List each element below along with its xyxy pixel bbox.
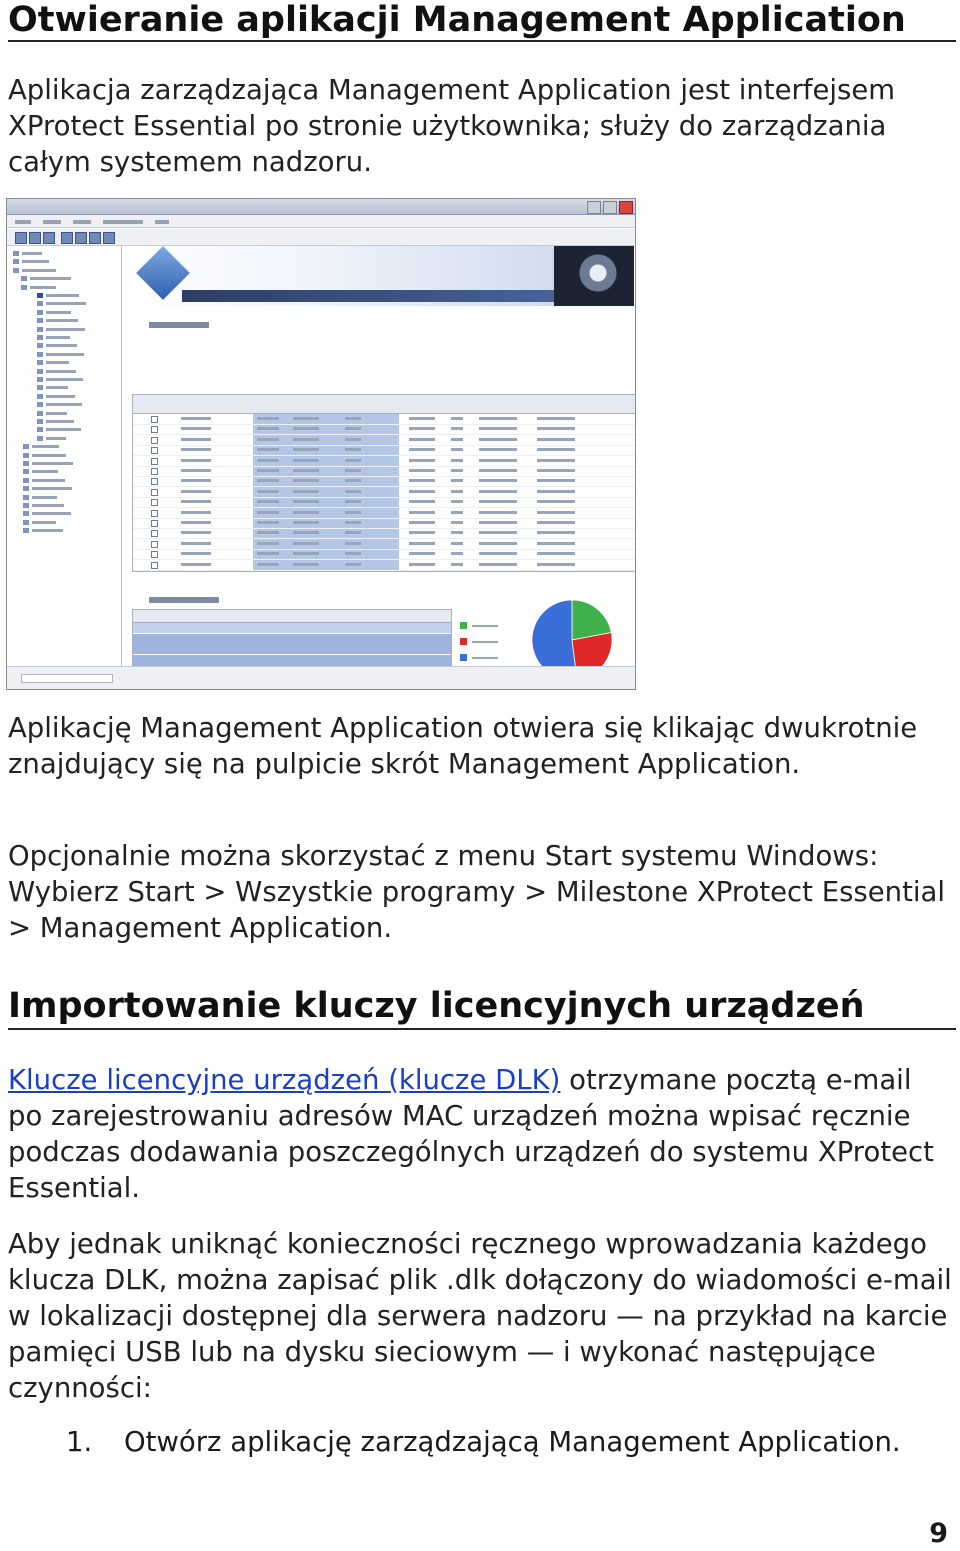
toolbar-icon bbox=[43, 232, 55, 244]
tree-node-icon bbox=[37, 352, 43, 357]
tree-item bbox=[23, 452, 66, 460]
row-checkbox bbox=[151, 489, 158, 496]
management-application-screenshot bbox=[6, 198, 636, 690]
storage-grid-header bbox=[133, 610, 451, 623]
camera-grid bbox=[132, 394, 636, 572]
tree-item bbox=[37, 418, 74, 426]
toolbar-icon bbox=[89, 232, 101, 244]
camera-summary-title bbox=[149, 322, 209, 328]
tree-node-icon bbox=[23, 486, 29, 491]
row-checkbox bbox=[151, 468, 158, 475]
tree-node-icon bbox=[13, 259, 19, 264]
tree-item bbox=[37, 376, 83, 384]
tree-item bbox=[37, 368, 76, 376]
toolbar-icon bbox=[75, 232, 87, 244]
tree-node-icon bbox=[21, 285, 27, 290]
legend-video-swatch bbox=[460, 654, 467, 661]
row-checkbox bbox=[151, 458, 158, 465]
camera-grid-header bbox=[133, 395, 636, 414]
page-heading-import-keys: Importowanie kluczy licencyjnych urządzeń bbox=[8, 984, 956, 1030]
row-checkbox bbox=[151, 562, 158, 569]
tree-node-icon bbox=[37, 402, 43, 407]
storage-usage-title bbox=[149, 597, 219, 603]
toolbar-icon bbox=[29, 232, 41, 244]
table-row bbox=[133, 655, 451, 665]
table-row bbox=[133, 435, 636, 446]
tree-item bbox=[23, 460, 73, 468]
tree-item bbox=[37, 342, 77, 350]
tree-node-icon bbox=[23, 461, 29, 466]
table-row bbox=[133, 539, 636, 550]
window-statusbar bbox=[7, 666, 635, 689]
table-row bbox=[133, 414, 636, 425]
row-checkbox bbox=[151, 437, 158, 444]
tree-node-icon bbox=[37, 310, 43, 315]
table-row bbox=[133, 456, 636, 467]
tree-node-icon bbox=[13, 251, 19, 256]
dlk-link[interactable]: Klucze licencyjne urządzeń (klucze DLK) bbox=[8, 1064, 561, 1096]
tree-node-icon bbox=[37, 301, 43, 306]
tree-node-icon bbox=[37, 377, 43, 382]
table-row bbox=[133, 528, 636, 539]
tree-item bbox=[13, 267, 56, 275]
dlk-file-paragraph: Aby jednak uniknąć konieczności ręcznego wprowadzania każdego klucza DLK, można zapisać plik .dlk dołączony do wiadomości e-mail w lokalizacji dostępnej dla serwera nadzoru — na przykład na karcie pamięci USB lub na dysku sieciowym — i wykonać następujące czynności: bbox=[8, 1228, 952, 1404]
list-item-number: 1. bbox=[66, 1426, 93, 1458]
tree-node-icon bbox=[37, 427, 43, 432]
dlk-paragraph bbox=[8, 1062, 953, 1206]
tree-item bbox=[23, 494, 57, 502]
tree-item bbox=[37, 326, 85, 334]
table-row bbox=[133, 549, 636, 560]
tree-item bbox=[37, 401, 82, 409]
tree-node-icon bbox=[37, 394, 43, 399]
tree-item bbox=[23, 477, 65, 485]
tree-item bbox=[37, 359, 69, 367]
table-row bbox=[133, 487, 636, 498]
dlk-paragraph-text: otrzymane pocztą e-mail po zarejestrowaniu adresów MAC urządzeń można wpisać ręcznie podczas dodawania poszczególnych urządzeń do systemu XProtect Essential. bbox=[8, 1064, 934, 1204]
table-row bbox=[133, 508, 636, 519]
tree-node-icon bbox=[23, 511, 29, 516]
tree-item bbox=[13, 250, 42, 258]
tree-item bbox=[37, 351, 84, 359]
table-row bbox=[133, 560, 636, 571]
row-checkbox bbox=[151, 499, 158, 506]
intro-paragraph: Aplikacja zarządzająca Management Application jest interfejsem XProtect Essential po stronie użytkownika; służy do zarządzania całym systemem nadzoru. bbox=[8, 74, 896, 178]
legend-other-label bbox=[472, 641, 498, 643]
tree-node-icon bbox=[37, 360, 43, 365]
legend-other-swatch bbox=[460, 638, 467, 645]
legend-video-label bbox=[472, 657, 498, 659]
tree-item bbox=[23, 519, 56, 527]
tree-item bbox=[23, 527, 63, 535]
tree-node-icon bbox=[37, 335, 43, 340]
table-row bbox=[133, 445, 636, 456]
legend-free-swatch bbox=[460, 622, 467, 629]
maximize-icon bbox=[603, 201, 617, 214]
tree-node-icon bbox=[37, 385, 43, 390]
tree-node-icon bbox=[21, 276, 27, 281]
table-row bbox=[133, 634, 451, 644]
minimize-icon bbox=[587, 201, 601, 214]
tree-node-icon bbox=[23, 495, 29, 500]
list-item-text: Otwórz aplikację zarządzającą Management Application. bbox=[124, 1426, 901, 1458]
tree-item bbox=[37, 317, 78, 325]
tree-item bbox=[37, 410, 67, 418]
tree-node-icon bbox=[37, 293, 43, 298]
tree-item bbox=[21, 275, 71, 283]
tree-item bbox=[37, 435, 66, 443]
table-row bbox=[133, 497, 636, 508]
tree-item bbox=[37, 426, 81, 434]
tree-node-icon bbox=[23, 503, 29, 508]
tree-node-icon bbox=[37, 411, 43, 416]
tree-node-icon bbox=[37, 419, 43, 424]
tree-node-icon bbox=[37, 318, 43, 323]
tree-item bbox=[37, 309, 71, 317]
tree-item bbox=[37, 393, 75, 401]
tree-item bbox=[23, 443, 59, 451]
tree-item bbox=[21, 284, 56, 292]
table-row bbox=[133, 424, 636, 435]
app-banner bbox=[122, 246, 634, 306]
navigation-tree bbox=[7, 246, 122, 666]
table-row bbox=[133, 518, 636, 529]
page-heading-open-app: Otwieranie aplikacji Management Application bbox=[8, 0, 956, 42]
row-checkbox bbox=[151, 426, 158, 433]
tree-item bbox=[37, 292, 79, 300]
row-checkbox bbox=[151, 416, 158, 423]
legend-free-label bbox=[472, 625, 498, 627]
tree-item bbox=[37, 300, 86, 308]
window-menubar bbox=[7, 215, 635, 228]
row-checkbox bbox=[151, 447, 158, 454]
window-toolbar bbox=[7, 229, 635, 246]
tree-node-icon bbox=[37, 369, 43, 374]
tree-item bbox=[23, 510, 71, 518]
row-checkbox bbox=[151, 520, 158, 527]
tree-item bbox=[37, 384, 68, 392]
tree-node-icon bbox=[23, 528, 29, 533]
toolbar-icon bbox=[15, 232, 27, 244]
row-checkbox bbox=[151, 530, 158, 537]
tree-node-icon bbox=[23, 444, 29, 449]
eye-image bbox=[554, 246, 634, 306]
tree-item bbox=[23, 485, 72, 493]
row-checkbox bbox=[151, 510, 158, 517]
table-row bbox=[133, 466, 636, 477]
tree-item bbox=[23, 502, 64, 510]
tree-node-icon bbox=[37, 343, 43, 348]
tree-node-icon bbox=[23, 478, 29, 483]
row-checkbox bbox=[151, 541, 158, 548]
tree-node-icon bbox=[23, 453, 29, 458]
table-row bbox=[133, 644, 451, 654]
camera-summary-panel bbox=[122, 246, 634, 666]
tree-node-icon bbox=[23, 520, 29, 525]
tree-node-icon bbox=[23, 469, 29, 474]
close-icon bbox=[619, 201, 633, 214]
window-titlebar bbox=[7, 199, 635, 215]
tree-item bbox=[13, 258, 49, 266]
tree-node-icon bbox=[37, 327, 43, 332]
open-app-paragraph: Aplikację Management Application otwiera się klikając dwukrotnie znajdujący się na pulpicie skrót Management Application. bbox=[8, 712, 918, 780]
row-checkbox bbox=[151, 478, 158, 485]
tree-item bbox=[23, 468, 58, 476]
tree-node-icon bbox=[37, 436, 43, 441]
toolbar-icon bbox=[103, 232, 115, 244]
page-number: 9 bbox=[929, 1518, 948, 1549]
row-checkbox bbox=[151, 551, 158, 558]
start-menu-paragraph: Opcjonalnie można skorzystać z menu Start systemu Windows: Wybierz Start > Wszystkie programy > Milestone XProtect Essential > Management Application. bbox=[8, 840, 945, 944]
table-row bbox=[133, 623, 451, 633]
toolbar-icon bbox=[61, 232, 73, 244]
table-row bbox=[133, 476, 636, 487]
tree-item bbox=[37, 334, 70, 342]
tree-node-icon bbox=[13, 268, 19, 273]
